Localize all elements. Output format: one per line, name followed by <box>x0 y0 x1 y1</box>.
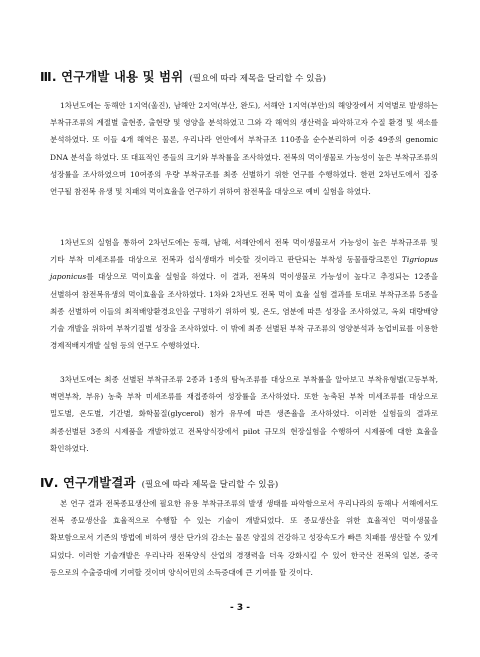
species-name: Tigriopus japonicus <box>50 255 438 282</box>
section-note: (필요에 따라 제목을 달리할 수 있음) <box>141 480 279 490</box>
section-title: Ⅳ. 연구개발결과 <box>40 476 136 490</box>
section-heading-3 <box>40 66 460 85</box>
section-note: (필요에 따라 제목을 달리할 수 있음) <box>189 74 327 84</box>
body-paragraph: 본 연구 결과 전복종묘생산에 필요한 유용 부착규조류의 발생 생태를 파악함으로서 우리나라의 동해나 서해에서도 전복 종묘생산을 효율적으로 수행할 수 있는 기술이 개발되었다. 또 종묘생산을 위한 효율적인 먹이생물을 확보함으로서 기존의 방법에 비하여 생산 단가의 감소는 물론 양질의 건강하고 성장속도가 빠른 치패를 생산할 수 있게 되었다. 이러한 기술개발은 우리나라 전복양식 산업의 경쟁력을 더욱 강화시킬 수 있어 한국산 전복의 일본, 중국 등으로의 수출증대에 기여할 것이며 양식어민의 소득증대에 큰 기여를 할 것이다. <box>50 499 438 577</box>
body-paragraph: 1차년도에는 동해안 1지역(울진), 남해안 2지역(부산, 완도), 서해안 1지역(부안)의 해양장에서 지역별로 발생하는 부착규조류의 계절별 출현종, 출현량 및 영양을 분석하였고 그와 각 해역의 생산력을 파악하고자 수질 환경 및 색소를 분석하였다. 또 이들 4개 해역은 물론, 우리나라 연안에서 부착규조 110종을 순수분리하여 이중 49종의 genomic DNA 분석을 하였다. 또 대표적인 종들의 크기와 부착률을 조사하였다. 전복의 먹이생물로 가능성이 높은 부착규조류의 성장률을 조사하였으며 10여종의 우량 부착규조를 최종 선별하기 위한 연구를 수행하였다. 한편 2차년도에서 집중 연구될 참전복 유생 및 치패의 먹이효율을 연구하기 위하여 참전복을 대상으로 예비 실험을 하였다. <box>50 101 438 197</box>
section-heading-4 <box>40 472 460 491</box>
paragraph-text: 를 대상으로 먹이효율 실험을 하였다. 이 결과, 전복의 먹이생물로 가능성이 높다고 추정되는 12종을 선별하여 참전복유생의 먹이효율을 조사하였다. 1차와 2차년도 전복 먹이 효율 실험 결과를 토대로 부착규조류 5종을 최종 선별하여 이들의 최적배양환경요인을 구명하기 위하여 빛, 온도, 염분에 따른 성장을 조사하였고, 옥외 대량배양 기술 개발을 위하여 부착기질별 성장을 조사하였다. 이 밖에 최종 선별된 부착 규조류의 영양분석과 농업비료를 이용한 경제적배지개발 실험 등의 연구도 수행하였다. <box>50 272 438 351</box>
paragraph-text: 1차년도의 실험을 통하여 2차년도에는 동해, 남해, 서해안에서 전복 먹이생물로서 가능성이 높은 부착규조류 및 기타 부착 미세조류를 대상으로 전복과 섭식생태가 비슷할 것이라고 판단되는 부착성 동물플랑크톤인 <box>50 238 438 265</box>
page-number: - 3 - <box>230 603 250 613</box>
body-paragraph: 3차년도에는 최종 선별된 부착규조류 2종과 1종의 탐녹조류를 대상으로 부착률을 알아보고 부착유형별(고등부착, 벽면부착, 부유) 농축 부착 미세조류를 재접종하여 성장률을 조사하였다. 또한 농축된 부착 미세조류를 대상으로 밀도별, 온도별, 기간별, 화학물질(glycerol) 첨가 유무에 따른 생존율을 조사하였다. 이러한 실험들의 결과로 최종선별된 3종의 시제품을 개발하였고 전복양식장에서 pilot 규모의 현장실험을 수행하여 시제품에 대한 효율을 확인하였다. <box>50 375 438 453</box>
section-title: Ⅲ. 연구개발 내용 및 범위 <box>40 70 184 84</box>
body-paragraph <box>50 234 438 354</box>
